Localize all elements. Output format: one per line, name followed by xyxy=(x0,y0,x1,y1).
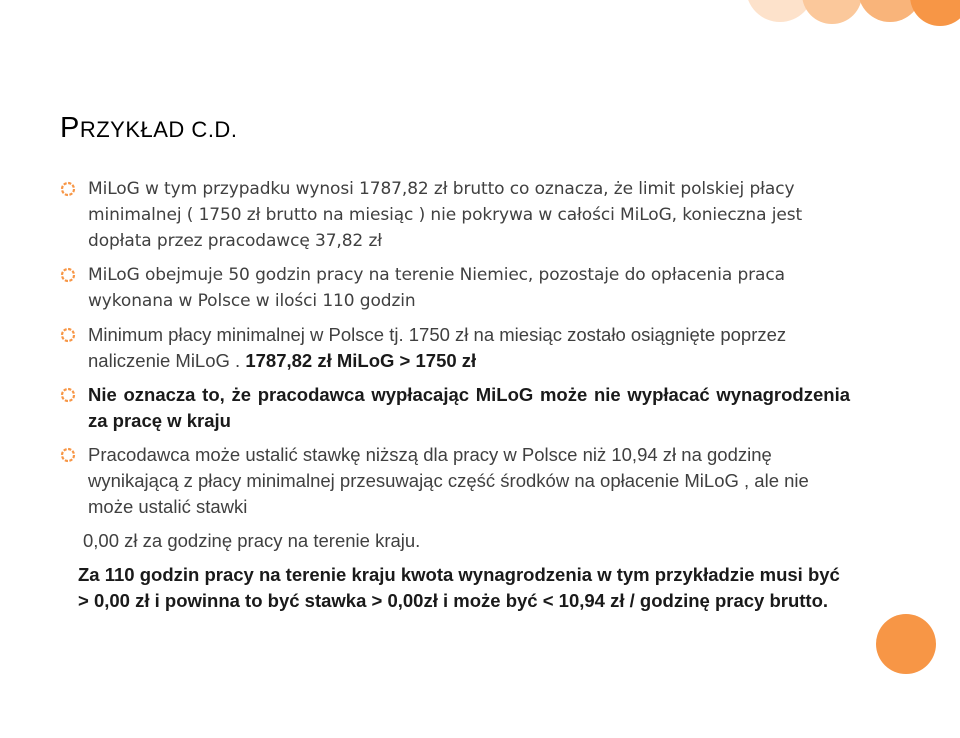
bullet-icon xyxy=(60,327,76,343)
bullet-item-4 xyxy=(60,382,850,434)
top-right-decoration xyxy=(740,0,960,40)
bottom-right-decoration xyxy=(876,614,936,674)
bullet-text-bold: 1787,82 zł MiLoG > 1750 zł xyxy=(245,350,477,371)
slide-content xyxy=(60,176,850,614)
bullet-item-5 xyxy=(60,442,850,520)
bullet-text: MiLoG w tym przypadku wynosi 1787,82 zł brutto co oznacza, że limit polskiej płacy minimalnej ( 1750 zł brutto na miesiąc ) nie pokrywa w całości MiLoG, konieczna jest dopłata przez pracodawcę 37,82 zł xyxy=(88,179,803,251)
bullet-text: Nie oznacza to, że pracodawca wypłacając MiLoG może nie wypłacać wynagrodzenia za pracę w kraju xyxy=(88,384,850,431)
bullet-item-2 xyxy=(60,262,850,314)
bold-paragraph: Za 110 godzin pracy na terenie kraju kwota wynagrodzenia w tym przykładzie musi być > 0,00 zł i powinna to być stawka > 0,00zł i może być < 10,94 zł / godzinę pracy brutto. xyxy=(78,564,840,611)
title-rest: RZYKŁAD C.D. xyxy=(79,117,238,142)
bullet-text: Minimum płacy minimalnej w Polsce tj. 1750 zł na miesiąc zostało osiągnięte poprzez naliczenie MiLoG . xyxy=(88,324,787,371)
bullet-text: Pracodawca może ustalić stawkę niższą dla pracy w Polsce niż 10,94 zł na godzinę wynikającą z płacy minimalnej przesuwając część środków na opłacenie MiLoG , ale nie może ustalić stawki xyxy=(88,444,809,517)
bullet-icon xyxy=(60,447,76,463)
page-title xyxy=(60,112,237,145)
bullet-icon xyxy=(60,387,76,403)
bullet-icon xyxy=(60,267,76,283)
bullet-icon xyxy=(60,181,76,197)
bullet-text: MiLoG obejmuje 50 godzin pracy na terenie Niemiec, pozostaje do opłacenia praca wykonana w Polsce w ilości 110 godzin xyxy=(88,265,785,311)
plain-line: 0,00 zł za godzinę pracy na terenie kraju. xyxy=(83,530,421,551)
title-first-letter: P xyxy=(60,112,80,144)
bullet-item-3 xyxy=(60,322,850,374)
bullet-item-1 xyxy=(60,176,850,254)
